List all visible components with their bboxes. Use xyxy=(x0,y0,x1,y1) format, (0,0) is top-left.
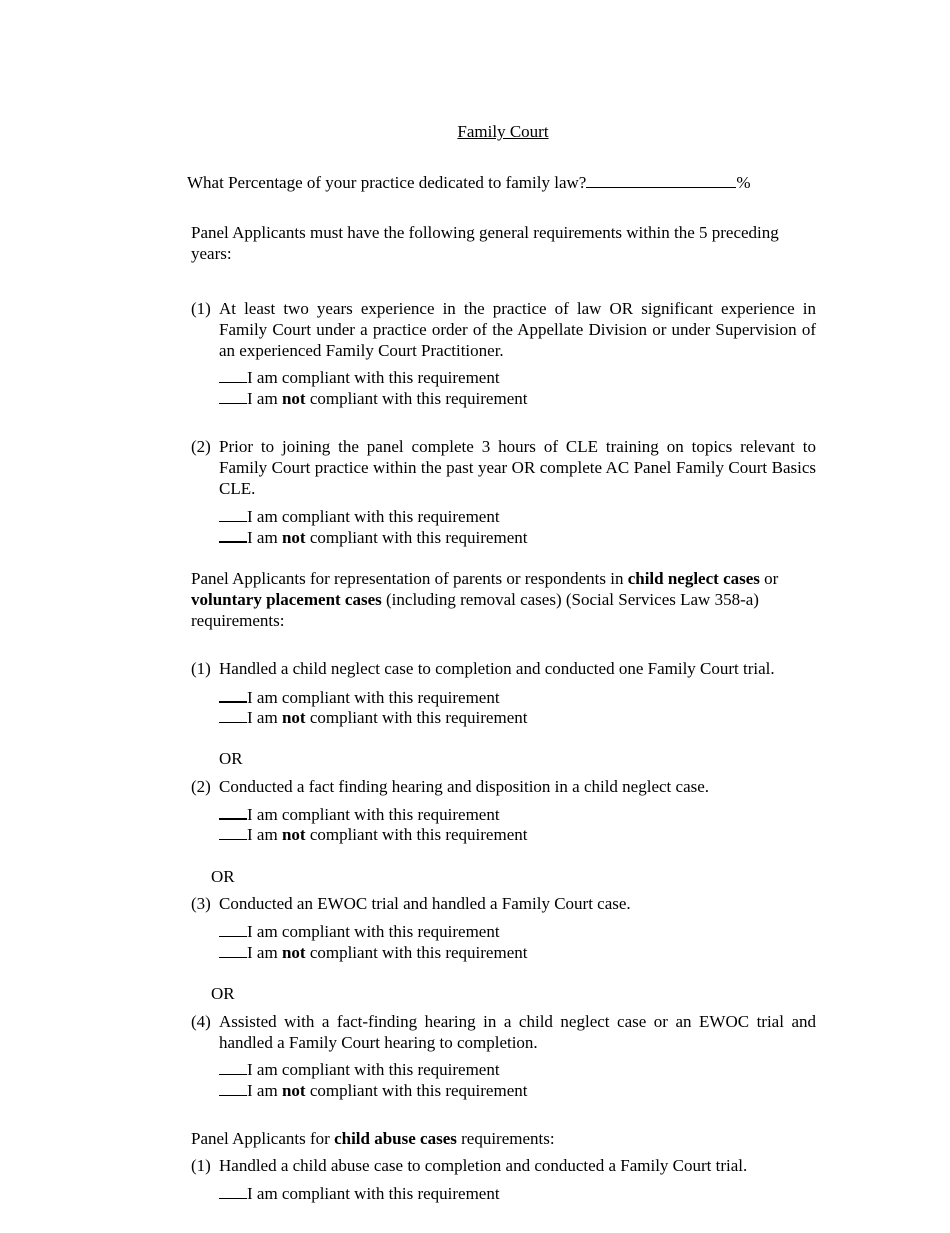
neglect-1-not-compliant-option[interactable]: I am not compliant with this requirement xyxy=(219,707,527,728)
percentage-label: What Percentage of your practice dedicated to family law? xyxy=(187,173,587,192)
item-number: (3) xyxy=(191,894,211,913)
abuse-1-compliant-option[interactable]: I am compliant with this requirement xyxy=(219,1183,500,1204)
percent-sign: % xyxy=(736,173,751,192)
checkbox-blank[interactable] xyxy=(219,1183,247,1199)
page-title: Family Court xyxy=(457,122,549,141)
checkbox-blank[interactable] xyxy=(219,824,247,840)
neglect-3-not-compliant-option[interactable]: I am not compliant with this requirement xyxy=(219,942,527,963)
general-requirements-intro: Panel Applicants must have the following general requirements within the 5 preceding years: xyxy=(191,223,779,263)
or-separator: OR xyxy=(211,867,235,886)
general-2-not-compliant-option[interactable]: I am not compliant with this requirement xyxy=(219,526,527,548)
checkbox-blank[interactable] xyxy=(219,506,247,522)
neglect-requirement-3 xyxy=(191,893,816,914)
neglect-4-compliant-option[interactable]: I am compliant with this requirement xyxy=(219,1059,500,1080)
percentage-input[interactable] xyxy=(586,172,736,188)
item-number: (4) xyxy=(191,1012,211,1031)
neglect-1-compliant-option[interactable]: I am compliant with this requirement xyxy=(219,686,500,708)
checkbox-blank[interactable] xyxy=(219,1059,247,1075)
or-separator: OR xyxy=(219,749,243,768)
checkbox-blank[interactable] xyxy=(219,526,247,543)
checkbox-blank[interactable] xyxy=(219,686,247,703)
item-text: Handled a child neglect case to completion and conducted one Family Court trial. xyxy=(219,659,775,678)
neglect-requirements-intro: Panel Applicants for representation of parents or respondents in child neglect cases or voluntary placement cases (including removal cases) (Social Services Law 358-a) requirements: xyxy=(191,569,779,630)
neglect-4-not-compliant-option[interactable]: I am not compliant with this requirement xyxy=(219,1080,527,1101)
neglect-requirement-4 xyxy=(191,1011,816,1053)
checkbox-blank[interactable] xyxy=(219,367,247,383)
item-text: At least two years experience in the practice of law OR significant experience in Family Court under a practice order of the Appellate Division or under Supervision of an experienced Family Court Practitioner. xyxy=(219,299,816,360)
item-number: (1) xyxy=(191,659,211,678)
neglect-3-compliant-option[interactable]: I am compliant with this requirement xyxy=(219,921,500,942)
general-requirement-2 xyxy=(191,436,816,499)
item-number: (2) xyxy=(191,437,211,456)
general-1-not-compliant-option[interactable]: I am not compliant with this requirement xyxy=(219,388,527,409)
checkbox-blank[interactable] xyxy=(219,803,247,820)
item-number: (2) xyxy=(191,777,211,796)
checkbox-blank[interactable] xyxy=(219,707,247,723)
checkbox-blank[interactable] xyxy=(219,942,247,958)
abuse-requirements-intro: Panel Applicants for child abuse cases requirements: xyxy=(191,1129,555,1148)
checkbox-blank[interactable] xyxy=(219,921,247,937)
item-text: Prior to joining the panel complete 3 hours of CLE training on topics relevant to Family Court practice within the past year OR complete AC Panel Family Court Basics CLE. xyxy=(219,437,816,498)
checkbox-blank[interactable] xyxy=(219,388,247,404)
percentage-question xyxy=(187,172,750,193)
item-text: Conducted an EWOC trial and handled a Family Court case. xyxy=(219,894,631,913)
item-number: (1) xyxy=(191,299,211,318)
neglect-2-compliant-option[interactable]: I am compliant with this requirement xyxy=(219,803,500,825)
general-2-compliant-option[interactable]: I am compliant with this requirement xyxy=(219,506,500,527)
checkbox-blank[interactable] xyxy=(219,1080,247,1096)
abuse-requirement-1 xyxy=(191,1155,816,1176)
general-requirement-1 xyxy=(191,298,816,361)
item-text: Conducted a fact finding hearing and disposition in a child neglect case. xyxy=(219,777,710,796)
item-number: (1) xyxy=(191,1156,211,1175)
neglect-2-not-compliant-option[interactable]: I am not compliant with this requirement xyxy=(219,824,527,845)
item-text: Handled a child abuse case to completion and conducted a Family Court trial. xyxy=(219,1156,748,1175)
or-separator: OR xyxy=(211,984,235,1003)
general-1-compliant-option[interactable]: I am compliant with this requirement xyxy=(219,367,500,388)
neglect-requirement-2 xyxy=(191,776,816,797)
item-text: Assisted with a fact-finding hearing in a child neglect case or an EWOC trial and handled a Family Court hearing to completion. xyxy=(219,1012,816,1052)
neglect-requirement-1 xyxy=(191,658,816,679)
